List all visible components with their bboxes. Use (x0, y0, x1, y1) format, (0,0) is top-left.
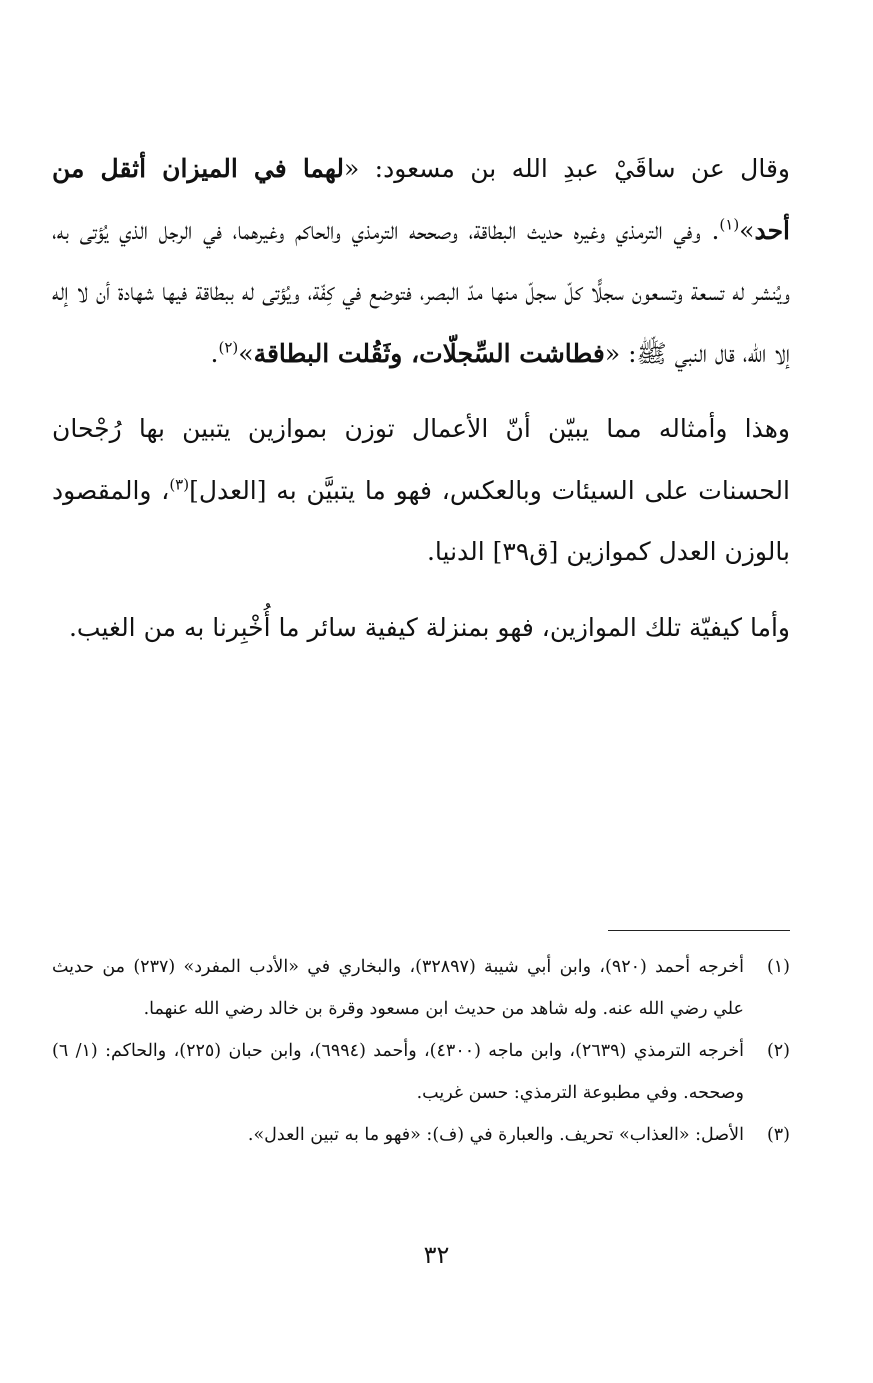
text-span: وقال عن ساقَيْ عبدِ الله بن مسعود: « (344, 154, 790, 183)
text-span: ، والمقصود بالوزن العدل كموازين [ق٣٩] الدنيا. (52, 475, 790, 566)
footnotes (52, 946, 790, 1156)
page-number: ٣٢ (423, 1241, 450, 1269)
text-span: وهذا وأمثاله مما يبيّن أنّ الأعمال توزن بموازين يتبين بها رُجْحان الحسنات على السيئات وبالعكس، فهو ما يتبيَّن به [العدل] (52, 414, 790, 505)
footnote-text: أخرجه الترمذي (٢٦٣٩)، وابن ماجه (٤٣٠٠)، وأحمد (٦٩٩٤)، وابن حبان (٢٢٥)، والحاكم: (١/ ٦) وصححه. وفي مطبوعة الترمذي: حسن غريب. (52, 1041, 744, 1103)
paragraph-3 (52, 597, 790, 659)
footnote-separator (608, 930, 790, 931)
footnote-text: الأصل: «العذاب» تحريف. والعبارة في (ف): «فهو ما به تبين العدل». (247, 1125, 744, 1145)
footnote-2 (52, 1030, 790, 1114)
text-span: . وفي الترمذي وغيره حديث البطاقة، وصححه الترمذي والحاكم وغيرهما، في الرجل الذي يُؤتى به، ويُنشر له تسعة وتسعون سجلًّا كلّ سجلّ منها مدّ البصر، فتوضع في كِفّة، ويُؤتى له ببطاقة فيها شهادة أن لا إله إلا الله، قال النبي ﷺ: « (52, 215, 790, 368)
footnote-number: (٢) (766, 1041, 790, 1061)
hadith-quote-bold: لهما في الميزان أثقل من أحد (52, 154, 790, 245)
text-span: . (210, 338, 219, 368)
paragraph-2 (52, 398, 790, 583)
main-text (52, 138, 790, 658)
paragraph-1 (52, 138, 790, 384)
footnote-ref-2[interactable]: (٢) (218, 338, 239, 357)
text-span: وأما كيفيّة تلك الموازين، فهو بمنزلة كيفية سائر ما أُخْبِرنا به من الغيب. (68, 612, 790, 642)
footnote-number: (١) (766, 957, 790, 977)
footnote-text: أخرجه أحمد (٩٢٠)، وابن أبي شيبة (٣٢٨٩٧)، والبخاري في «الأدب المفرد» (٢٣٧) من حديث علي رضي الله عنه. وله شاهد من حديث ابن مسعود وقرة بن خالد رضي الله عنهما. (52, 957, 744, 1019)
hadith-quote-bold: فطاشت السِّجلّات، وثَقُلت البطاقة (253, 338, 605, 368)
footnote-number: (٣) (766, 1125, 790, 1145)
footnote-ref-3[interactable]: (٣) (169, 475, 190, 494)
footnote-3 (52, 1114, 790, 1156)
footnote-ref-1[interactable]: (١) (719, 215, 740, 234)
text-span: » (739, 215, 755, 245)
footnote-1 (52, 946, 790, 1030)
text-span: » (238, 338, 254, 368)
